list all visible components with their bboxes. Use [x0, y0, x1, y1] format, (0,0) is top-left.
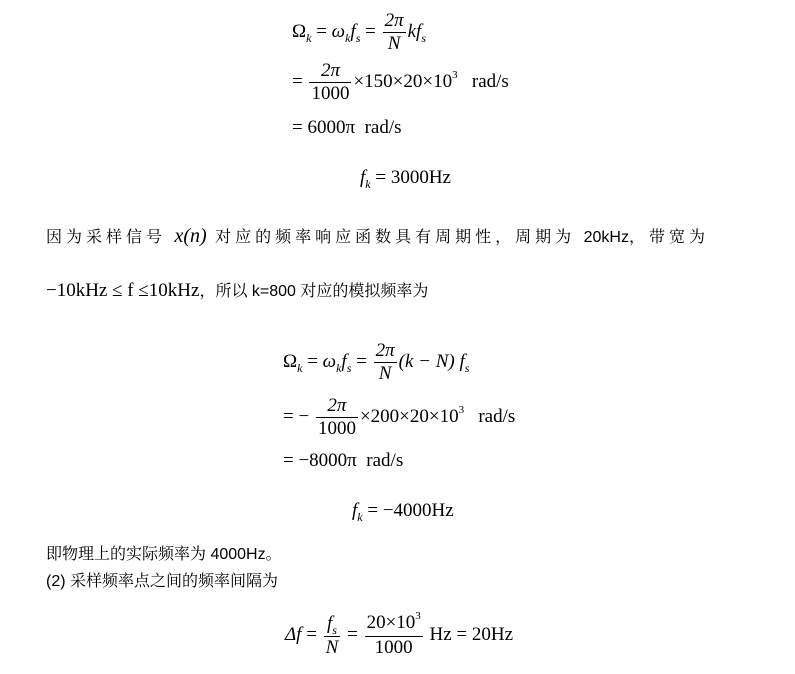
eq1-line1: $\Omega_k = \omega_kf_s$ = $\frac{2\pi}{N}$ $kf_s$ [292, 10, 427, 54]
fraction-fs-over-N: $\frac{f_s}{N}$ [325, 612, 339, 658]
eq3-frequency-interval: Δf = $\frac{f_s}{N}$ = $\frac{20\times 10^3}{1000}$ Hz = 20Hz [285, 610, 514, 658]
paragraph-part2-heading: (2) 采样频率点之间的频率间隔为 [46, 573, 279, 590]
paragraph-actual-frequency: 即物理上的实际频率为 4000Hz。 [46, 546, 282, 563]
fraction-2pi-over-1000-2: $\frac{2\pi}{1000}$ [317, 395, 356, 439]
eq2-line2: = − $\frac{2\pi}{1000}$ $\times 200\times 20\times 10^3$ rad/s [283, 395, 516, 439]
eq2-line3: = −8000π rad/s [283, 450, 404, 471]
fraction-20e3-over-1000: $\frac{20\times 10^3}{1000}$ [366, 610, 421, 658]
fraction-2pi-over-N: $\frac{2\pi}{N}$ [384, 10, 404, 54]
eq1-line2: = $\frac{2\pi}{1000}$ $\times 150\times 20\times 10^3$ rad/s [292, 60, 509, 104]
paragraph-bandwidth: −10kHz ≤ f ≤10kHz，所以 k=800 对应的模拟频率为 [46, 280, 429, 301]
fraction-2pi-over-N-2: $\frac{2\pi}{N}$ [375, 340, 395, 384]
eq2-line1: $\Omega_k = \omega_kf_s$ = $\frac{2\pi}{N}$ (k − N) $f_s$ [283, 340, 470, 384]
eq1-line3: = 6000π rad/s [292, 117, 402, 138]
fraction-2pi-over-1000: $\frac{2\pi}{1000}$ [311, 60, 350, 104]
eq1-fk: $f_k = 3000Hz$ [360, 167, 451, 191]
paragraph-periodicity: 因为采样信号 x(n) 对应的频率响应函数具有周期性，周期为 20kHz，带宽为 [46, 225, 709, 247]
eq2-fk: $f_k = -4000Hz$ [352, 500, 454, 524]
